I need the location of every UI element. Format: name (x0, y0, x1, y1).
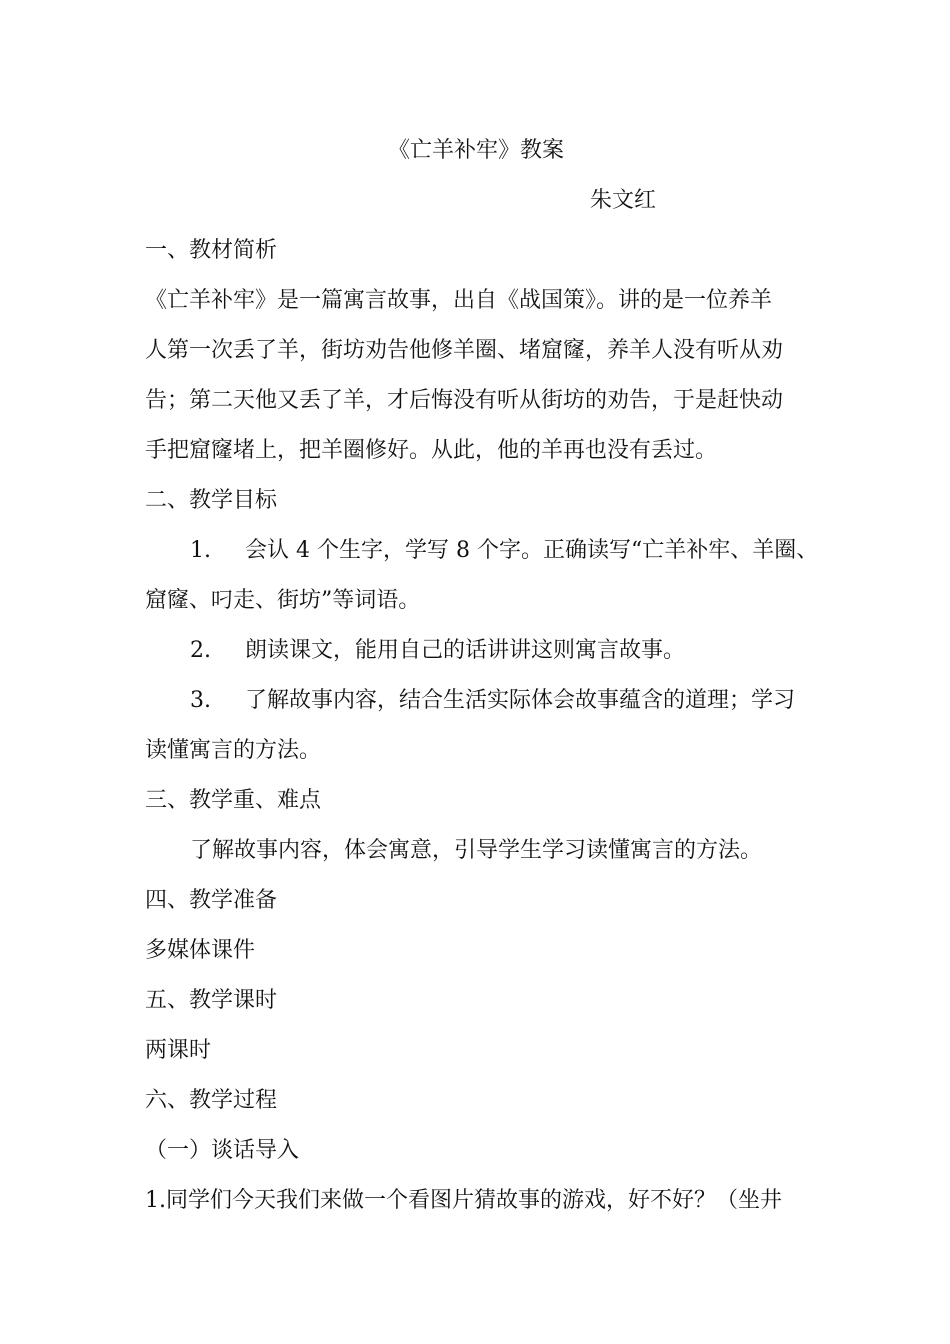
goal-text-continued: 读懂寓言的方法。 (145, 738, 322, 763)
section-heading-preparation: 四、教学准备 (145, 888, 278, 913)
class-hours-paragraph: 两课时 (145, 1038, 212, 1063)
materials-paragraph-line: 告；第二天他又丢了羊，才后悔没有听从街坊的劝告，于是赶快动 (145, 388, 784, 413)
preparation-paragraph: 多媒体课件 (145, 938, 256, 963)
process-subheading: （一）谈话导入 (145, 1138, 300, 1163)
section-heading-materials: 一、教材简析 (145, 238, 278, 263)
materials-paragraph-line: 人第一次丢了羊，街坊劝告他修羊圈、堵窟窿，养羊人没有听从劝 (145, 338, 784, 363)
goal-number: 3. (190, 688, 211, 713)
goal-text: 了解故事内容，结合生活实际体会故事蕴含的道理；学习 (245, 688, 796, 713)
goal-item (190, 686, 795, 716)
document-title: 《亡羊补牢》教案 (388, 138, 565, 163)
goal-text: 会认 4 个生字，学写 8 个字。正确读写“亡羊补牢、羊圈、 (245, 538, 819, 563)
section-heading-class-hours: 五、教学课时 (145, 988, 278, 1013)
materials-paragraph-line: 手把窟窿堵上，把羊圈修好。从此，他的羊再也没有丢过。 (145, 438, 718, 463)
goal-number: 2. (190, 638, 211, 663)
goal-text: 朗读课文，能用自己的话讲讲这则寓言故事。 (245, 638, 686, 663)
process-paragraph: 1.同学们今天我们来做一个看图片猜故事的游戏，好不好？（坐井 (145, 1188, 782, 1213)
goal-text-continued: 窟窿、叼走、街坊”等词语。 (145, 588, 421, 613)
goal-item (190, 536, 818, 566)
section-heading-key-points: 三、教学重、难点 (145, 788, 322, 813)
materials-paragraph-line: 《亡羊补牢》是一篇寓言故事，出自《战国策》。讲的是一位养羊 (145, 288, 773, 313)
section-heading-goals: 二、教学目标 (145, 488, 278, 513)
goal-item (190, 636, 685, 666)
document-author: 朱文红 (590, 188, 657, 213)
goal-number: 1. (190, 538, 211, 563)
key-points-paragraph: 了解故事内容，体会寓意，引导学生学习读懂寓言的方法。 (190, 838, 763, 863)
section-heading-process: 六、教学过程 (145, 1088, 278, 1113)
